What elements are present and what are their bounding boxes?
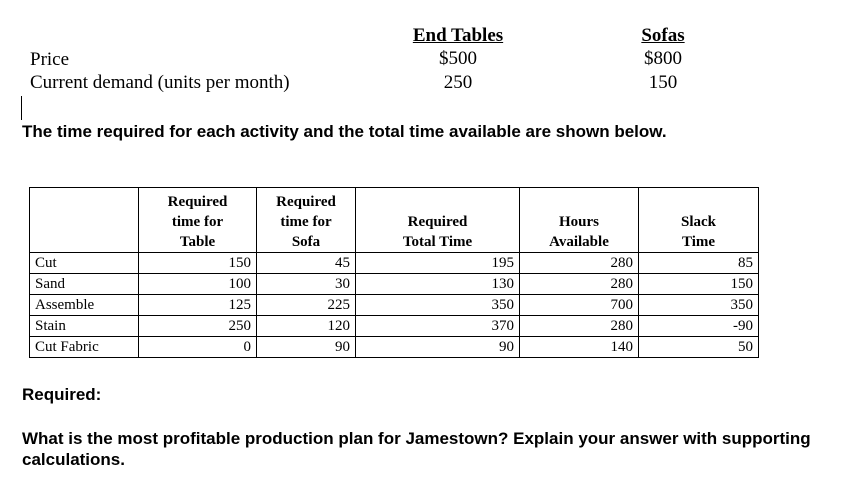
sofa-time-cell: 120: [257, 316, 356, 337]
total-time-cell: 90: [356, 337, 520, 358]
table-time-cell: 0: [139, 337, 257, 358]
sofas-header: Sofas: [641, 25, 685, 46]
slack-cell: 150: [639, 274, 759, 295]
table-row: [30, 337, 759, 358]
header-line: Table: [179, 234, 216, 250]
end-tables-price: $500: [439, 48, 477, 69]
header-line: Slack: [680, 214, 716, 230]
header-slack-time: [639, 188, 759, 253]
header-line: Total Time: [402, 234, 473, 250]
table-header-row: [30, 188, 759, 253]
total-time-cell: 195: [356, 253, 520, 274]
header-hours-available: [520, 188, 639, 253]
end-tables-header: End Tables: [412, 25, 504, 46]
header-line: Required: [276, 194, 336, 210]
activity-cell: Sand: [30, 274, 139, 295]
activity-cell: Assemble: [30, 295, 139, 316]
price-label: Price: [30, 49, 70, 70]
slack-cell: 50: [639, 337, 759, 358]
table-row: [30, 316, 759, 337]
available-cell: 280: [520, 316, 639, 337]
available-cell: 140: [520, 337, 639, 358]
slack-cell: 350: [639, 295, 759, 316]
header-total-time: [356, 188, 520, 253]
total-time-cell: 350: [356, 295, 520, 316]
end-tables-demand: 250: [443, 72, 473, 93]
header-line: Required: [407, 214, 468, 230]
header-line: Available: [549, 234, 609, 250]
sofa-time-cell: 225: [257, 295, 356, 316]
header-activity: [30, 188, 139, 253]
activity-cell: Stain: [30, 316, 139, 337]
table-time-cell: 150: [139, 253, 257, 274]
header-line: Hours: [558, 214, 599, 230]
table-row: [30, 295, 759, 316]
table-row: [30, 253, 759, 274]
available-cell: 280: [520, 274, 639, 295]
header-line: Required: [167, 194, 228, 210]
table-row: [30, 274, 759, 295]
intro-text: The time required for each activity and the total time available are shown below.: [22, 122, 667, 141]
header-line: Sofa: [291, 234, 321, 250]
total-time-cell: 130: [356, 274, 520, 295]
required-heading: Required:: [22, 385, 102, 404]
table-time-cell: 250: [139, 316, 257, 337]
slack-cell: -90: [639, 316, 759, 337]
table-time-cell: 125: [139, 295, 257, 316]
activity-cell: Cut: [30, 253, 139, 274]
slack-cell: 85: [639, 253, 759, 274]
header-line: time for: [280, 214, 332, 230]
header-time-table: [139, 188, 257, 253]
header-line: time for: [171, 214, 224, 230]
available-cell: 280: [520, 253, 639, 274]
time-table: [29, 187, 759, 358]
demand-label: Current demand (units per month): [30, 72, 290, 93]
header-line: Time: [681, 234, 716, 250]
sofa-time-cell: 30: [257, 274, 356, 295]
sofa-time-cell: 90: [257, 337, 356, 358]
sofas-demand: 150: [648, 72, 678, 93]
text-cursor: [21, 96, 22, 120]
activity-cell: Cut Fabric: [30, 337, 139, 358]
sofas-price: $800: [644, 48, 682, 69]
sofa-time-cell: 45: [257, 253, 356, 274]
question-text: What is the most profitable production plan for Jamestown? Explain your answer with supporting calculations.: [22, 429, 811, 469]
total-time-cell: 370: [356, 316, 520, 337]
available-cell: 700: [520, 295, 639, 316]
table-time-cell: 100: [139, 274, 257, 295]
header-time-sofa: [257, 188, 356, 253]
